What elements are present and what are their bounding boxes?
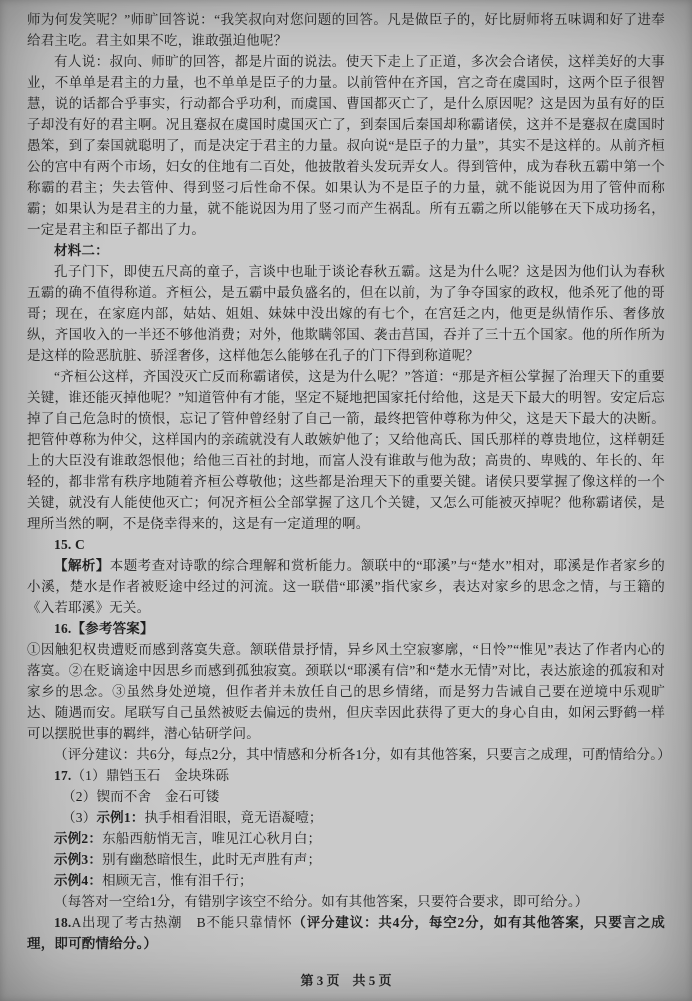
q16-scoring-note: [27, 744, 671, 765]
heading-text: 材料二：: [54, 243, 109, 258]
example-label: 示例4：: [54, 873, 103, 888]
q17-example-3: [27, 849, 665, 870]
paragraph-text: “齐桓公这样，齐国没灭亡反而称霸诸侯，这是为什么呢？”答道：“那是齐桓公掌握了治理天下的重要关键，谁还能灭掉他呢？”知道管仲有才能，坚定不疑地把国家托付给他，这是天下最大的明智。安定后忘掉了自己危急时的愤恨，忘记了管仲曾经射了自己一箭，最终把管仲尊称为仲父，这是天下最大的决断。把管仲尊称为仲父，这样国内的亲疏就没有人敢嫉妒他了；又给他高氏、国氏那样的尊贵地位，这样朝廷上的大臣没有谁敢怨恨他；给他三百社的封地，而富人没有谁敢与他为敌；高贵的、卑贱的、年长的、年轻的，都非常有秩序地随着齐桓公尊敬他；这些都是治理天下的重要关键。诸侯只要掌握了像这样的一个关键，就没有人能使他灭亡；何况齐桓公全部掌握了这几个关键，又怎么可能被灭掉呢？他称霸诸侯，是理所当然的啊，不是侥幸得来的，这是有一定道理的啊。: [27, 369, 665, 531]
analysis-label: 【解析】: [54, 558, 110, 573]
material-2-paragraph-1: [27, 261, 665, 366]
analysis-text: 本题考查对诗歌的综合理解和赏析能力。颔联中的“耶溪”与“楚水”相对，耶溪是作者家乡的小溪，楚水是作者被贬途中经过的河流。这一联借“耶溪”指代家乡，表达对家乡的思念之情，与王籍的《入若耶溪》无关。: [27, 558, 665, 615]
heading-text: 16.【参考答案】: [54, 621, 154, 636]
note-text: （评分建议：共6分，每点2分，其中情感和分析各1分，如有其他答案，只要言之成理，可酌情给分。）: [54, 747, 671, 762]
material-2-heading: [27, 240, 665, 261]
page-footer: 第 3 页 共 5 页: [300, 973, 392, 988]
answer-text: （1）鼎铛玉石 金块珠砾: [71, 768, 230, 783]
paragraph-text: 师为何发笑呢？”师旷回答说：“我笑叔向对您问题的回答。凡是做臣子的，好比厨师将五味调和好了进奉给君主吃。君主如果不吃，谁敢强迫他呢？: [27, 12, 665, 48]
answer-text: 东船西舫悄无言，唯见江心秋月白；: [102, 831, 322, 846]
paragraph-text: 孔子门下，即使五尺高的童子，言谈中也耻于谈论春秋五霸。这是为什么呢？这是因为他们认为春秋五霸的确不值得称道。齐桓公，是五霸中最负盛名的，但在以前，为了争夺国家的政权，他杀死了他的哥哥；现在，在家庭内部，姑姑、姐姐、妹妹中没出嫁的有七个，在宫廷之内，他更是纵情作乐、奢侈放纵，齐国收入的一半还不够他消费；对外，他欺瞒邻国、袭击莒国，吞并了三十五个国家。他的所作所为是这样的险恶肮脏、骄淫奢侈，这样他怎么能够在孔子的门下得到称道呢？: [27, 264, 665, 363]
q15-analysis: [27, 555, 665, 618]
continuation-paragraph: [27, 9, 665, 51]
q17-answer-1: [27, 765, 665, 786]
q15-answer: [27, 534, 665, 555]
example-label: 示例1：: [96, 810, 145, 825]
q17-answer-3-example-1: [27, 807, 665, 828]
answer-text: A出现了考古热潮 B不能只靠情怀: [71, 915, 293, 930]
q16-answer: [27, 639, 665, 744]
q17-example-2: [27, 828, 665, 849]
answer-text: 别有幽愁暗恨生，此时无声胜有声；: [102, 852, 322, 867]
q17-answer-2: [27, 786, 665, 807]
answer-text: ①因触犯权贵遭贬而感到落寞失意。颔联借景抒情，异乡风土空寂寥廓，“日怜”“惟见”表达了作者内心的落寞。②在贬谪途中因思乡而感到孤独寂寞。颈联以“耶溪有信”和“楚水无情”对比，表达旅途的孤寂和对家乡的思念。③虽然身处逆境，但作者并未放任自己的思乡情绪，而是努力告诫自己要在逆境中乐观旷达、随遇而安。尾联写自己虽然被贬去偏远的贵州，但庆幸因此获得了更大的身心自由，如闲云野鹤一样可以摆脱世事的羁绊，潜心钻研学问。: [27, 642, 665, 741]
answer-text: （2）锲而不舍 金石可镂: [62, 789, 220, 804]
scoring-note-text: （评分建议：共4分，每空2分，如有其他答案，只要言之成理，即可酌情给分。）: [27, 915, 665, 951]
q16-heading: [27, 618, 665, 639]
question-number: 18.: [54, 915, 72, 930]
note-text: （每答对一空给1分，有错别字该空不给分。如有其他答案，只要符合要求，即可给分。）: [54, 894, 589, 909]
answer-text: 15. C: [54, 537, 85, 552]
q17-example-4: [27, 870, 665, 891]
paragraph-text: 有人说：叔向、师旷的回答，都是片面的说法。使天下走上了正道，多次会合诸侯，这样美好的大事业，不单单是君主的力量，也不单单是臣子的力量。以前管仲在齐国，宫之奇在虞国时，这两个臣子很智慧，说的话都合乎事实，行动都合乎功利，而虞国、曹国都灭亡了，是什么原因呢？这是因为虽有好的臣子却没有好的君主啊。况且蹇叔在虞国时虞国灭亡了，到秦国后秦国却称霸诸侯，这并不是蹇叔在虞国时愚笨，到了秦国就聪明了，而是决定于君主的力量。叔向说“是臣子的力量”，其实不是这样的。从前齐桓公的宫中有两个市场，妇女的住地有二百处，他披散着头发玩弄女人。得到管仲，成为春秋五霸中第一个称霸的君主；失去管仲、得到竖刁后性命不保。如果认为不是臣子的力量，就不能说因为用了管仲而称霸；如果认为是君主的力量，就不能说因为用了竖刁而产生祸乱。所有五霸之所以能够在天下成功扬名，一定是君主和臣子都出了力。: [27, 54, 665, 237]
material-2-paragraph-2: [27, 366, 665, 534]
example-label: 示例2：: [54, 831, 103, 846]
answer-text: 相顾无言，惟有泪千行；: [102, 873, 253, 888]
q18-answer: [27, 912, 665, 954]
question-number: 17.: [54, 768, 72, 783]
example-label: 示例3：: [54, 852, 103, 867]
opinion-paragraph: [27, 51, 665, 240]
item-number: （3）: [62, 810, 97, 825]
answer-text: 执手相看泪眼，竟无语凝噎；: [144, 810, 323, 825]
q17-scoring-note: [27, 891, 665, 912]
